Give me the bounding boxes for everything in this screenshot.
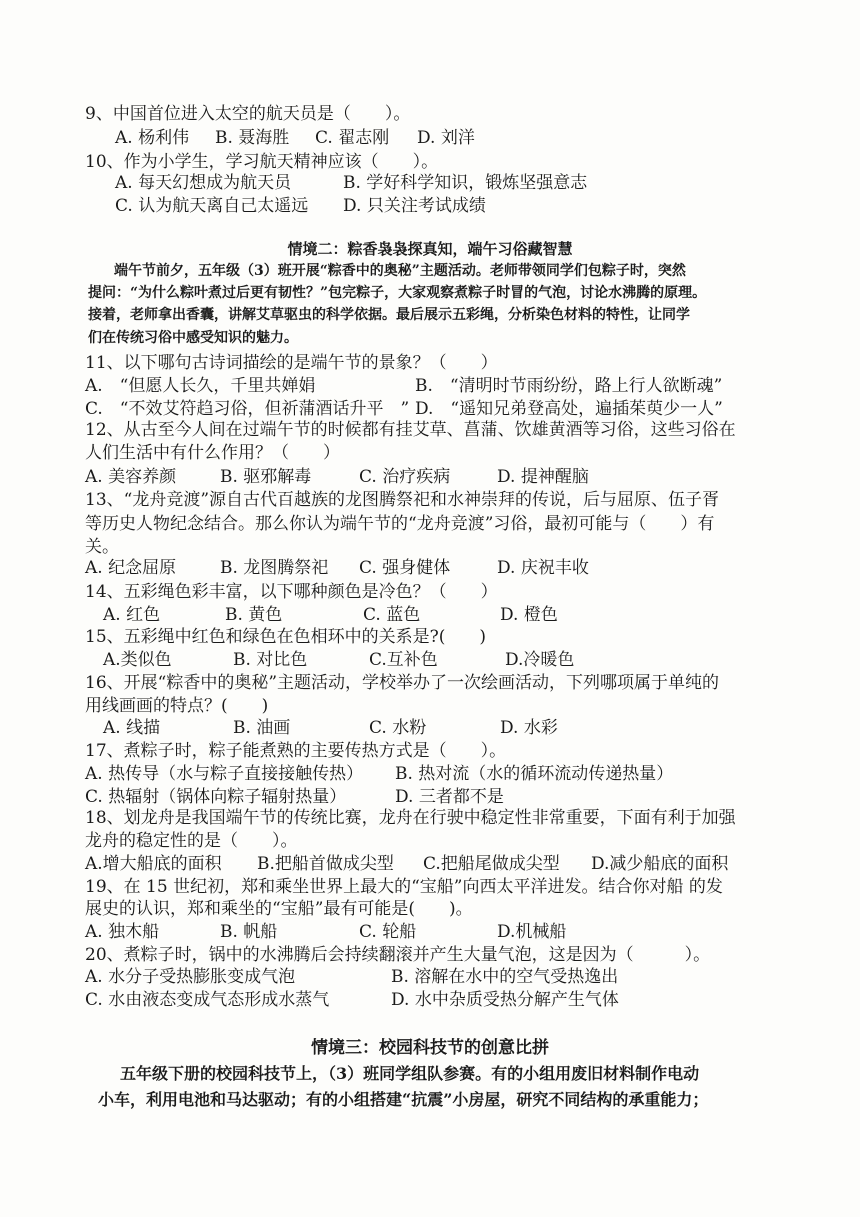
- question-13-stem-line-1: 13、“龙舟竞渡”源自古代百越族的龙图腾祭祀和水神崇拜的传说，后与屈原、伍子胥: [85, 490, 720, 510]
- section-3-intro-line-1: 五年级下册的校园科技节上，（3）班同学组队参赛。有的小组用废旧材料制作电动: [120, 1064, 700, 1083]
- option-c: C.互补色: [369, 650, 438, 670]
- question-17-stem: 17、煮粽子时，粽子能煮熟的主要传热方式是（ ）。: [85, 741, 507, 761]
- option-c: C. 认为航天离自己太遥远: [115, 196, 309, 216]
- option-a: A. 杨利伟: [115, 128, 190, 148]
- question-20-stem: 20、煮粽子时，锅中的水沸腾后会持续翻滚并产生大量气泡，这是因为（ ）。: [85, 945, 711, 965]
- question-13-options: [85, 555, 780, 581]
- option-c: C. “不效艾符趋习俗，但祈蒲酒话升平 ”: [85, 399, 410, 419]
- section-3-title: 情境三：校园科技节的创意比拼: [311, 1038, 549, 1058]
- option-c: C. 水粉: [369, 718, 427, 738]
- question-9-stem: 9、中国首位进入太空的航天员是（ ）。: [85, 104, 411, 124]
- option-a: A. 美容养颜: [85, 467, 177, 487]
- section-2-intro-line-2: 提问：“为什么粽叶煮过后更有韧性？”包完粽子，大家观察煮粽子时冒的气泡，讨论水沸腾的原理。: [88, 285, 707, 301]
- option-d: D.减少船底的面积: [591, 854, 729, 874]
- question-13-stem-line-3: 关。: [85, 537, 119, 557]
- option-c: C.把船尾做成尖型: [423, 854, 560, 874]
- option-b: B. 油画: [233, 718, 291, 738]
- option-d: D.冷暖色: [505, 650, 575, 670]
- option-a: A. 水分子受热膨胀变成气泡: [85, 967, 296, 987]
- option-d: D. 水中杂质受热分解产生气体: [391, 990, 619, 1010]
- option-a: A. 独木船: [85, 922, 160, 942]
- option-c: C. 翟志刚: [315, 128, 390, 148]
- option-d: D. 庆祝丰收: [497, 558, 589, 578]
- option-b: B. 溶解在水中的空气受热逸出: [391, 967, 619, 987]
- option-a: A. “但愿人长久，千里共婵娟: [85, 376, 316, 396]
- option-a: A. 热传导（水与粽子直接接触传热）: [85, 764, 364, 784]
- section-3-intro-line-2: 小车，利用电池和马达驱动；有的小组搭建“抗震”小房屋，研究不同结构的承重能力；: [98, 1090, 709, 1109]
- question-12-stem-line-2: 人们生活中有什么作用？（ ）: [85, 443, 340, 463]
- question-12-stem-line-1: 12、从古至今人间在过端午节的时候都有挂艾草、菖蒲、饮雄黄酒等习俗，这些习俗在: [85, 420, 736, 440]
- option-a: A. 线描: [103, 718, 161, 738]
- section-2-title: 情境二：粽香袅袅探真知，端午习俗藏智慧: [287, 240, 573, 258]
- option-c: C. 热辐射（锅体向粽子辐射热量）: [85, 787, 347, 807]
- option-c: C. 轮船: [359, 922, 417, 942]
- option-d: D. 刘洋: [417, 128, 475, 148]
- option-d: D. 水彩: [500, 718, 558, 738]
- option-c: C. 蓝色: [363, 605, 421, 625]
- question-10-stem: 10、作为小学生，学习航天精神应该（ ）。: [85, 152, 439, 172]
- question-9-options: [85, 125, 780, 151]
- question-14-stem: 14、五彩绳色彩丰富，以下哪种颜色是冷色？（ ）: [85, 582, 498, 602]
- question-18-stem-line-1: 18、划龙舟是我国端午节的传统比赛，龙舟在行驶中稳定性非常重要，下面有利于加强: [85, 808, 736, 828]
- option-b: B. 黄色: [225, 605, 283, 625]
- option-a: A.增大船底的面积: [85, 854, 222, 874]
- option-b: B. 聂海胜: [215, 128, 290, 148]
- option-d: D. 三者都不是: [395, 787, 504, 807]
- option-d: D. 提神醒脑: [497, 467, 589, 487]
- option-a: A. 红色: [103, 605, 161, 625]
- option-c: C. 治疗疾病: [359, 467, 451, 487]
- option-b: B. “清明时节雨纷纷，路上行人欲断魂”: [415, 376, 723, 396]
- option-d: D. “遥知兄弟登高处，遍插茱萸少一人”: [415, 399, 723, 419]
- question-18-stem-line-2: 龙舟的稳定性的是（ ）。: [85, 831, 298, 851]
- option-b: B. 学好科学知识，锻炼坚强意志: [343, 173, 588, 193]
- question-11-stem: 11、以下哪句古诗词描绘的是端午节的景象？（ ）: [85, 353, 498, 373]
- question-16-stem-line-2: 用线画画的特点？( ): [85, 696, 269, 716]
- question-20-options-row2: [85, 987, 780, 1013]
- option-b: B. 对比色: [233, 650, 308, 670]
- option-a: A. 纪念屈原: [85, 558, 177, 578]
- option-d: D. 只关注考试成绩: [343, 196, 486, 216]
- option-d: D.机械船: [497, 922, 567, 942]
- option-b: B. 帆船: [220, 922, 278, 942]
- section-2-intro-line-3: 接着，老师拿出香囊，讲解艾草驱虫的科学依据。最后展示五彩绳，分析染色材料的特性，让同学: [88, 307, 690, 323]
- option-b: B. 驱邪解毒: [220, 467, 312, 487]
- option-b: B.把船首做成尖型: [257, 854, 394, 874]
- question-16-stem-line-1: 16、开展“粽香中的奥秘”主题活动，学校举办了一次绘画活动，下列哪项属于单纯的: [85, 673, 720, 693]
- section-2-intro-line-1: 端午节前夕，五年级（3）班开展“粽香中的奥秘”主题活动。老师带领同学们包粽子时，突然: [114, 263, 686, 279]
- option-a: A.类似色: [103, 650, 172, 670]
- option-b: B. 龙图腾祭祀: [220, 558, 329, 578]
- option-b: B. 热对流（水的循环流动传递热量）: [395, 764, 674, 784]
- question-19-stem-line-1: 19、在 15 世纪初，郑和乘坐世界上最大的“宝船”向西太平洋进发。结合你对船 的发: [85, 877, 723, 897]
- question-15-stem: 15、五彩绳中红色和绿色在色相环中的关系是?( ): [85, 627, 487, 647]
- question-10-options-row2: [85, 193, 780, 219]
- question-19-stem-line-2: 展史的认识，郑和乘坐的“宝船”最有可能是( )。: [85, 899, 473, 919]
- section-2-intro-line-4: 们在传统习俗中感受知识的魅力。: [88, 330, 298, 346]
- option-d: D. 橙色: [500, 605, 558, 625]
- option-c: C. 强身健体: [359, 558, 451, 578]
- option-a: A. 每天幻想成为航天员: [115, 173, 292, 193]
- question-13-stem-line-2: 等历史人物纪念结合。那么你认为端午节的“龙舟竞渡”习俗，最初可能与（ ）有: [85, 514, 715, 534]
- option-c: C. 水由液态变成气态形成水蒸气: [85, 990, 330, 1010]
